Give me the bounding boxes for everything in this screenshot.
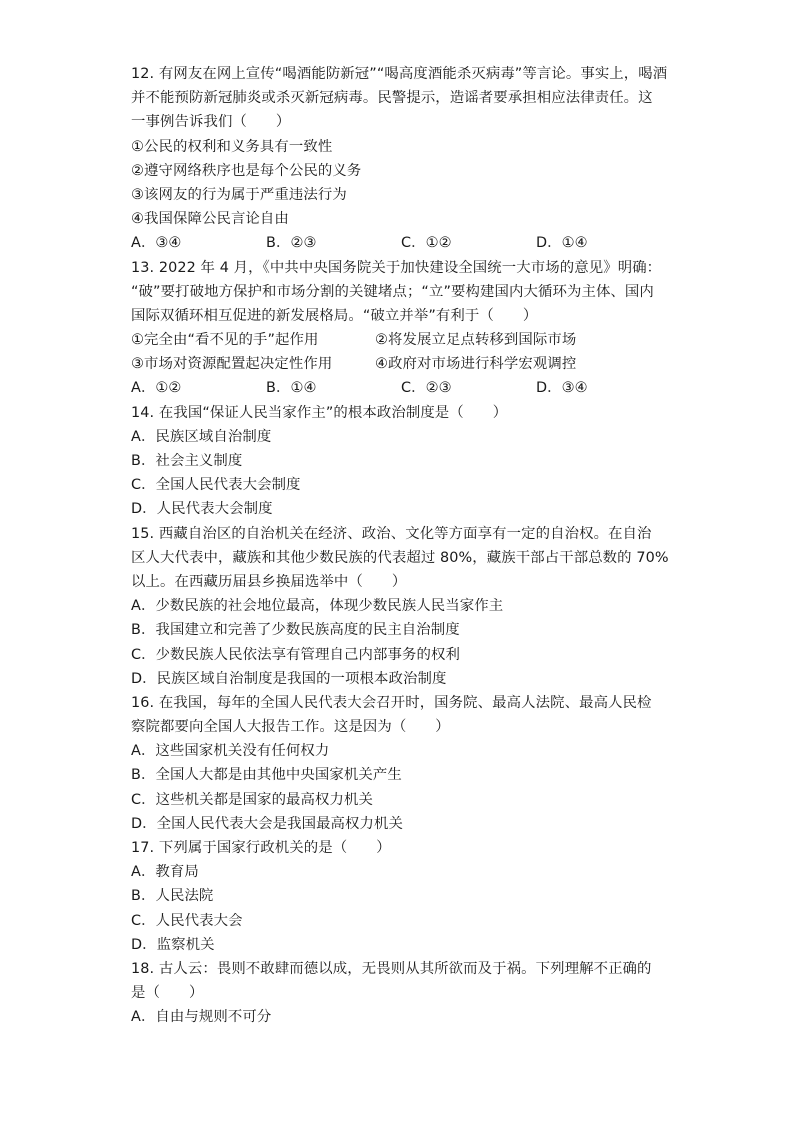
option-b: B．社会主义制度 bbox=[131, 453, 243, 469]
statement: ④政府对市场进行科学宏观调控 bbox=[375, 356, 577, 373]
question-stem: 15. 西藏自治区的自治机关在经济、政治、文化等方面享有一定的自治权。在自治 bbox=[131, 525, 652, 542]
option-a: A．民族区域自治制度 bbox=[131, 428, 272, 445]
question-list bbox=[131, 62, 671, 1030]
option-c: C．人民代表大会 bbox=[131, 912, 243, 929]
statement: ③该网友的行为属于严重违法行为 bbox=[131, 186, 347, 203]
question-15 bbox=[131, 522, 671, 691]
question-stem: 一事例告诉我们（ ） bbox=[131, 114, 291, 131]
option-d: D．民族区域自治制度是我国的一项根本政治制度 bbox=[131, 670, 447, 687]
statement-row bbox=[131, 328, 671, 352]
statement-row bbox=[131, 352, 671, 376]
option-d: D．③④ bbox=[536, 380, 588, 397]
question-stem: “破”要打破地方保护和市场分割的关键堵点；“立”要构建国内大循环为主体、国内 bbox=[131, 283, 654, 300]
question-stem: 18. 古人云：畏则不敢肆而德以成，无畏则从其所欲而及于祸。下列理解不正确的 bbox=[131, 960, 652, 977]
question-stem: 13. 2022 年 4 月，《中共中央国务院关于加快建设全国统一大市场的意见》明确： bbox=[131, 259, 662, 276]
option-d: D．①④ bbox=[536, 235, 588, 252]
question-stem: 以上。在西藏历届县乡换届选举中（ ） bbox=[131, 573, 407, 590]
question-stem: 国际双循环相互促进的新发展格局。“破立并举”有利于（ ） bbox=[131, 307, 538, 324]
question-stem: 17. 下列属于国家行政机关的是（ ） bbox=[131, 840, 391, 856]
option-a: A．教育局 bbox=[131, 864, 199, 881]
option-c: C．这些机关都是国家的最高权力机关 bbox=[131, 791, 373, 808]
statement: ①公民的权利和义务具有一致性 bbox=[131, 138, 333, 155]
answer-options bbox=[131, 376, 671, 400]
question-stem: 16. 在我国，每年的全国人民代表大会召开时，国务院、最高人法院、最高人民检 bbox=[131, 694, 652, 711]
option-d: D．人民代表大会制度 bbox=[131, 501, 273, 518]
statement: ④我国保障公民言论自由 bbox=[131, 211, 289, 228]
question-stem: 察院都要向全国人大报告工作。这是因为（ ） bbox=[131, 719, 450, 736]
option-a: A．少数民族的社会地位最高，体现少数民族人民当家作主 bbox=[131, 598, 504, 615]
question-stem: 并不能预防新冠肺炎或杀灭新冠病毒。民警提示，造谣者要承担相应法律责任。这 bbox=[131, 90, 653, 107]
statement: ②遵守网络秩序也是每个公民的义务 bbox=[131, 162, 362, 179]
option-b: B．②③ bbox=[266, 235, 317, 252]
option-a: A．①② bbox=[131, 380, 182, 397]
option-d: D．全国人民代表大会是我国最高权力机关 bbox=[131, 815, 404, 832]
statement: ①完全由“看不见的手”起作用 bbox=[131, 332, 319, 349]
question-14 bbox=[131, 401, 671, 522]
option-c: C．少数民族人民依法享有管理自己内部事务的权利 bbox=[131, 646, 460, 663]
option-c: C．①② bbox=[401, 235, 452, 252]
option-a: A．自由与规则不可分 bbox=[131, 1009, 272, 1026]
question-12 bbox=[131, 62, 671, 256]
question-stem: 区人大代表中，藏族和其他少数民族的代表超过 80%，藏族干部占干部总数的 70% bbox=[131, 549, 669, 566]
option-b: B．①④ bbox=[266, 380, 317, 397]
statement: ②将发展立足点转移到国际市场 bbox=[375, 332, 577, 349]
option-b: B．我国建立和完善了少数民族高度的民主自治制度 bbox=[131, 622, 460, 639]
option-b: B．全国人大都是由其他中央国家机关产生 bbox=[131, 767, 402, 784]
question-16 bbox=[131, 691, 671, 836]
option-a: A．③④ bbox=[131, 235, 182, 252]
question-18 bbox=[131, 957, 671, 1030]
option-a: A．这些国家机关没有任何权力 bbox=[131, 743, 330, 760]
statement: ③市场对资源配置起决定性作用 bbox=[131, 356, 333, 373]
question-stem: 12. 有网友在网上宣传“喝酒能防新冠”“喝高度酒能杀灭病毒”等言论。事实上，喝酒 bbox=[131, 66, 668, 82]
question-stem: 是（ ） bbox=[131, 985, 204, 1002]
question-13 bbox=[131, 256, 671, 401]
question-stem: 14. 在我国“保证人民当家作主”的根本政治制度是（ ） bbox=[131, 404, 508, 421]
answer-options bbox=[131, 231, 671, 255]
question-17 bbox=[131, 836, 671, 957]
option-d: D．监察机关 bbox=[131, 936, 215, 953]
option-c: C．②③ bbox=[401, 380, 452, 397]
option-c: C．全国人民代表大会制度 bbox=[131, 477, 301, 494]
option-b: B．人民法院 bbox=[131, 888, 214, 905]
